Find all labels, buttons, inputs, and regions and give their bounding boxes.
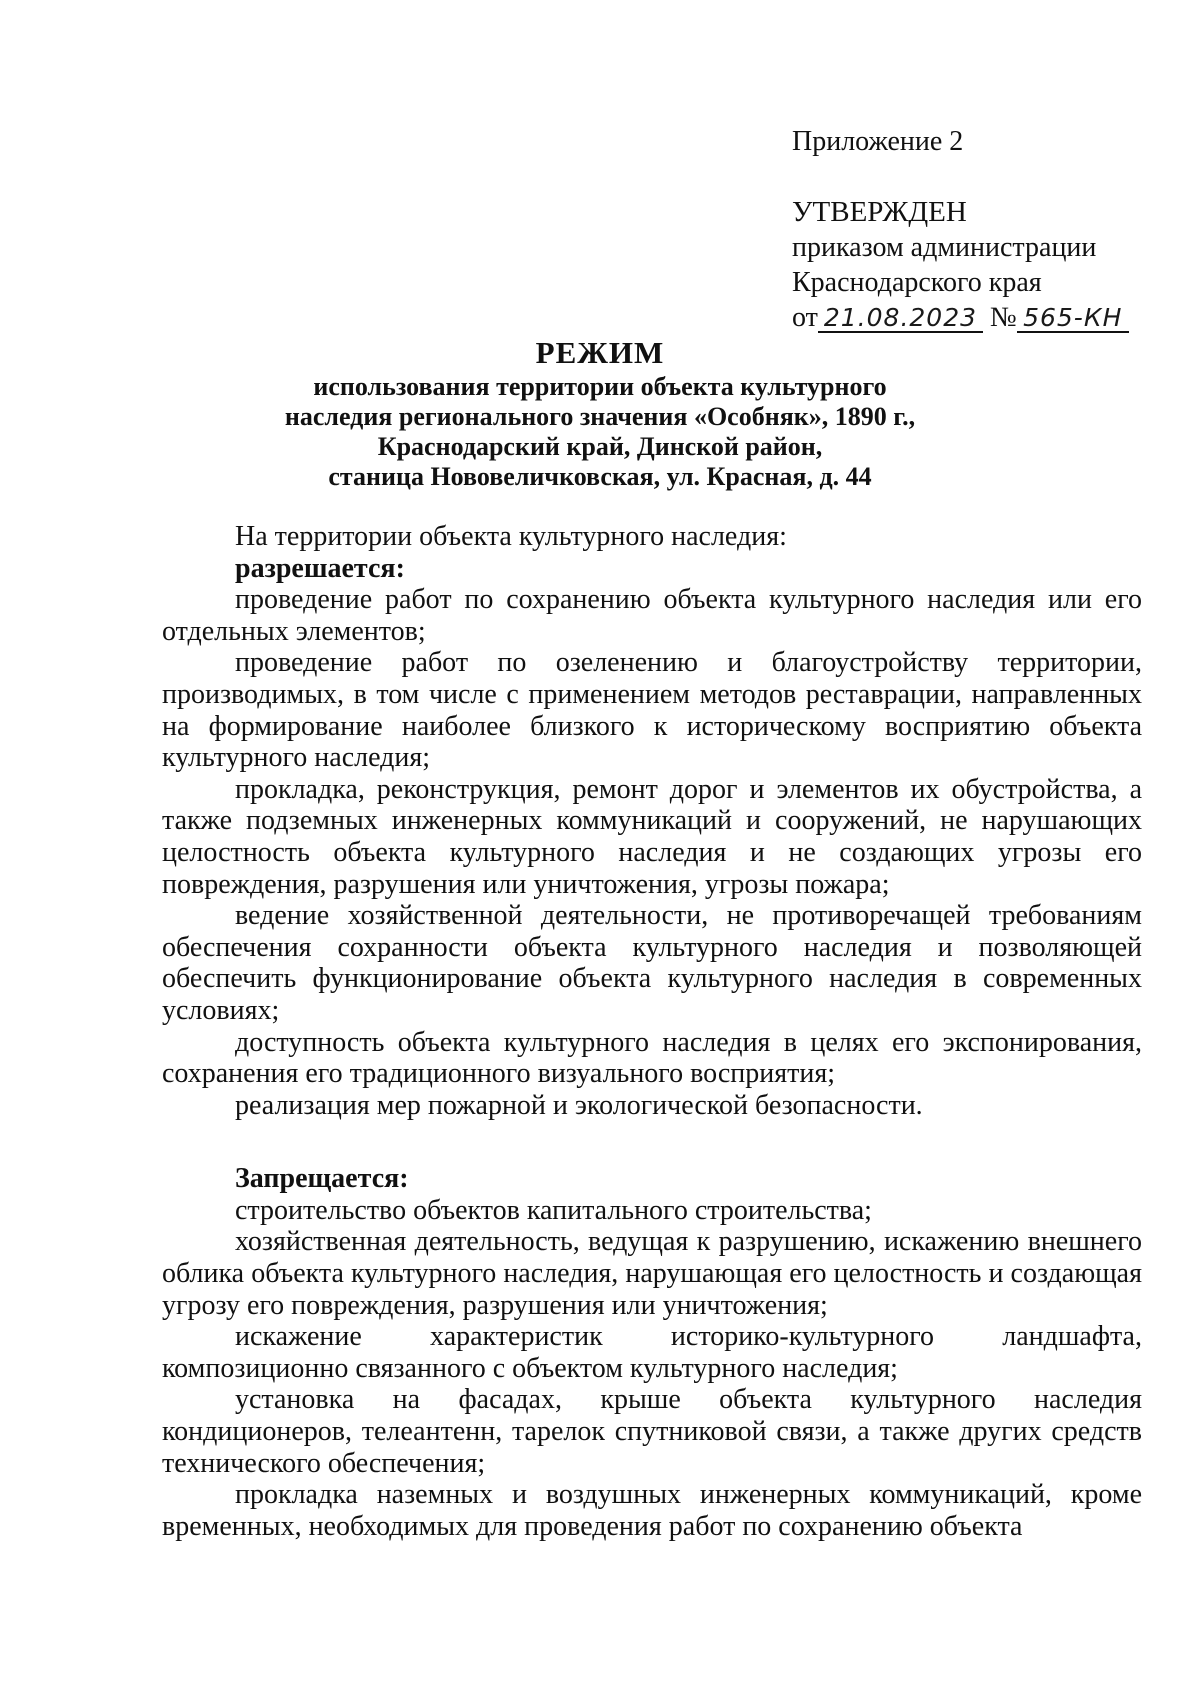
allowed-item: реализация мер пожарной и экологической безопасности. <box>235 1089 923 1121</box>
document-title <box>150 334 1050 492</box>
handwritten-date: 21.08.2023 <box>818 305 983 333</box>
number-prefix: № <box>990 302 1017 333</box>
forbidden-item: прокладка наземных и воздушных инженерных коммуникаций, кроме временных, необходимых для проведения работ по сохранению объекта <box>162 1479 1142 1542</box>
approved-label: УТВЕРЖДЕН <box>792 196 967 228</box>
allowed-heading: разрешается: <box>235 552 405 584</box>
forbidden-item: установка на фасадах, крыше объекта культурного наследия кондиционеров, телеантенн, тарелок спутниковой связи, а также других средств технического обеспечения; <box>162 1384 1142 1479</box>
forbidden-item: искажение характеристик историко-культурного ландшафта, композиционно связанного с объектом культурного наследия; <box>162 1321 1142 1384</box>
forbidden-item: хозяйственная деятельность, ведущая к разрушению, искажению внешнего облика объекта культурного наследия, нарушающая его целостность и создающая угрозу его повреждения, разрушения или уничтожения; <box>162 1226 1142 1321</box>
document-body <box>162 521 1142 1542</box>
allowed-item: проведение работ по сохранению объекта культурного наследия или его отдельных элементов; <box>162 584 1142 647</box>
allowed-item: проведение работ по озеленению и благоустройству территории, производимых, в том числе с применением методов реставрации, направленных на формирование наиболее близкого к историческому восприятию объекта культурного наследия; <box>162 647 1142 774</box>
approval-line-2: Краснодарского края <box>792 267 1042 298</box>
approval-date-line <box>792 300 1129 335</box>
intro-paragraph: На территории объекта культурного наследия: <box>235 521 787 552</box>
allowed-item: прокладка, реконструкция, ремонт дорог и элементов их обустройства, а также подземных инженерных коммуникаций и сооружений, не нарушающих целостность объекта культурного наследия и не создающих угрозы его повреждения, разрушения или уничтожения, угрозы пожара; <box>162 773 1142 900</box>
forbidden-heading: Запрещается: <box>235 1163 409 1195</box>
forbidden-item: строительство объектов капитального строительства; <box>235 1194 872 1226</box>
title-line-4: станица Нововеличковская, ул. Красная, д. 44 <box>328 462 872 491</box>
title-line-2: наследия регионального значения «Особняк», 1890 г., <box>284 402 916 431</box>
date-prefix: от <box>792 302 818 333</box>
allowed-item: ведение хозяйственной деятельности, не противоречащей требованиям обеспечения сохранности объекта культурного наследия и позволяющей обеспечить функционирование объекта культурного наследия в современных условиях; <box>162 900 1142 1026</box>
title-main: РЕЖИМ <box>535 335 665 370</box>
section-spacer <box>162 1121 1142 1163</box>
allowed-item: доступность объекта культурного наследия в целях его экспонирования, сохранения его традиционного визуального восприятия; <box>162 1026 1142 1090</box>
title-line-1: использования территории объекта культурного <box>313 372 887 401</box>
handwritten-number: 565-КН <box>1017 305 1129 333</box>
approval-line-1: приказом администрации <box>792 232 1097 263</box>
title-line-3: Краснодарский край, Динской район, <box>377 432 823 461</box>
appendix-label: Приложение 2 <box>792 126 964 157</box>
approval-block <box>792 124 1129 335</box>
